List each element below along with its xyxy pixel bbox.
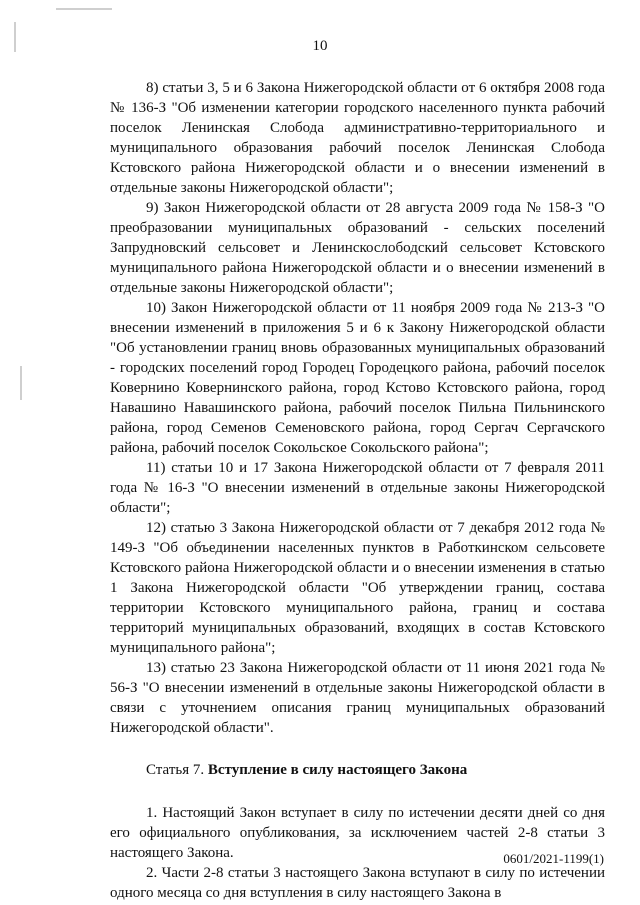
article-prefix: Статья 7. bbox=[146, 762, 208, 778]
list-item: 12) статью 3 Закона Нижегородской области от 7 декабря 2012 года № 149-З "Об объединении населенных пунктов в Работкинском сельсовете Кстовского района Нижегородской области и о внесении изменения в статью 1 Закона Нижегородской области "Об утверждении границ, состава территории Кстовского муниципального района, границ и состава территорий муниципальных образований, входящих в состав Кстовского муниципального района"; bbox=[110, 520, 605, 656]
list-item: 10) Закон Нижегородской области от 11 ноября 2009 года № 213-З "О внесении изменений в приложения 5 и 6 к Закону Нижегородской области "Об установлении границ вновь образованных муниципальных образований - городских поселений город Городец Городецкого района, рабочий поселок Ковернино Ковернинского района, город Кстово Кстовского района, город Навашино Навашинского района, рабочий поселок Пильна Пильнинского района, город Семенов Семеновского района, город Сергач Сергачского района, рабочий поселок Сокольское Сокольского района"; bbox=[110, 300, 605, 456]
paragraph: 1. Настоящий Закон вступает в силу по истечении десяти дней со дня его официального опубликования, за исключением частей 2-8 статьи 3 настоящего Закона. bbox=[110, 805, 605, 861]
scan-artifact-left-lower bbox=[20, 366, 22, 400]
document-code: 0601/2021-1199(1) bbox=[503, 851, 604, 866]
scan-artifact-top bbox=[56, 8, 112, 10]
list-item: 11) статьи 10 и 17 Закона Нижегородской области от 7 февраля 2011 года № 16-З "О внесении изменений в отдельные законы Нижегородской области"; bbox=[110, 460, 605, 516]
list-item: 8) статьи 3, 5 и 6 Закона Нижегородской области от 6 октября 2008 года № 136-З "Об изменении категории городского населенного пункта рабочий поселок Ленинская Слобода административно-территориального и муниципального образования рабочий поселок Ленинская Слобода Кстовского района Нижегородской области и о внесении изменений в отдельные законы Нижегородской области"; bbox=[110, 80, 605, 196]
paragraph: 2. Части 2-8 статьи 3 настоящего Закона вступают в силу по истечении одного месяца со дня вступления в силу настоящего Закона в bbox=[110, 865, 605, 901]
document-body bbox=[110, 78, 605, 903]
article-title: Вступление в силу настоящего Закона bbox=[207, 762, 468, 778]
article-heading bbox=[110, 760, 605, 780]
list-item: 13) статью 23 Закона Нижегородской области от 11 июня 2021 года № 56-З "О внесении изменений в отдельные законы Нижегородской области в связи с уточнением описания границ муниципальных образований Нижегородской области". bbox=[110, 660, 605, 736]
page-number: 10 bbox=[312, 38, 328, 54]
list-item: 9) Закон Нижегородской области от 28 августа 2009 года № 158-З "О преобразовании муниципальных образований - сельских поселений Запрудновский сельсовет и Ленинскослободский сельсовет Кстовского муниципального района Нижегородской области и о внесении изменений в отдельные законы Нижегородской области"; bbox=[110, 200, 605, 296]
